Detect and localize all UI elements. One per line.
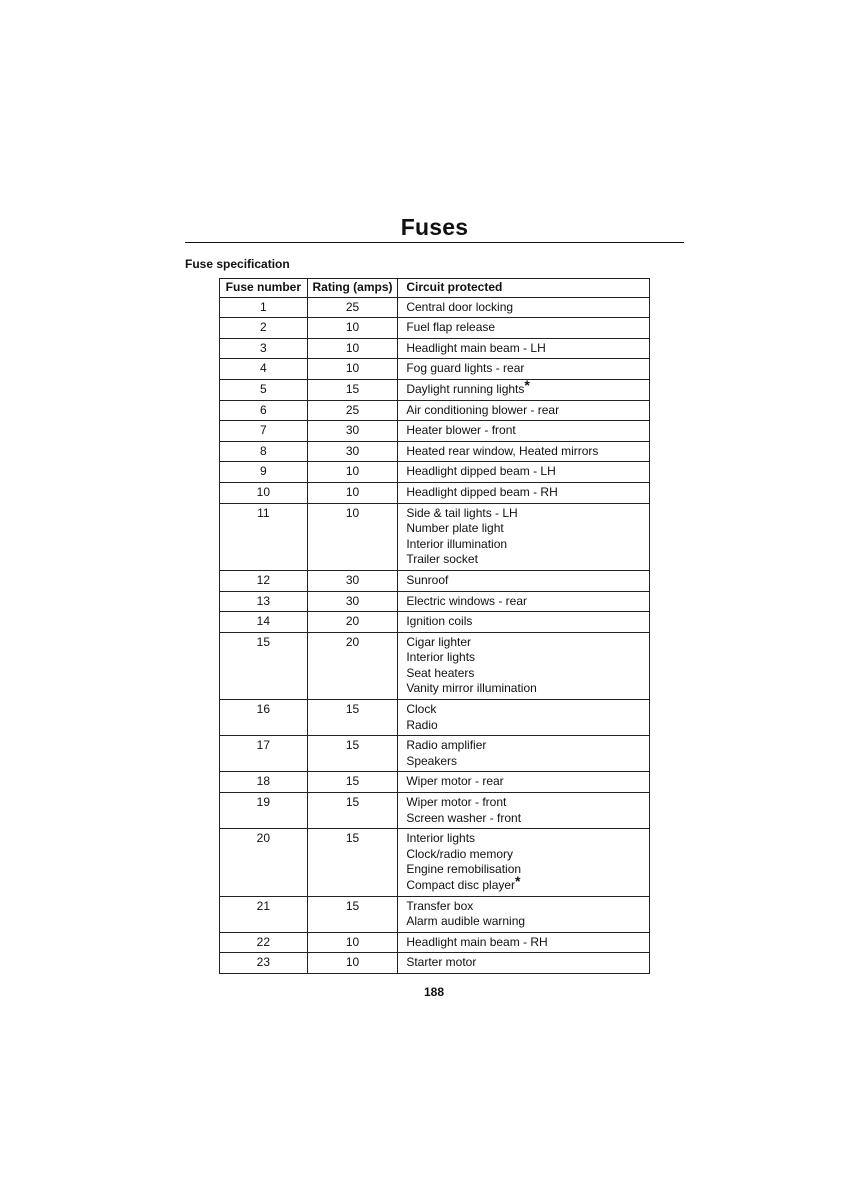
circuit-cell	[398, 772, 650, 793]
table-row	[220, 570, 650, 591]
table-row	[220, 482, 650, 503]
circuit-line	[406, 955, 649, 971]
column-header-circuit: Circuit protected	[398, 279, 650, 298]
circuit-line	[406, 361, 649, 377]
fuse-number-cell: 21	[220, 896, 308, 932]
column-header-fuse-number: Fuse number	[220, 279, 308, 298]
fuse-number-cell: 23	[220, 953, 308, 974]
rating-cell: 15	[307, 793, 398, 829]
circuit-text: Seat heaters	[406, 665, 475, 680]
circuit-line	[406, 464, 649, 480]
fuse-number-cell: 11	[220, 503, 308, 570]
circuit-line	[406, 811, 649, 827]
table-row	[220, 700, 650, 736]
table-row	[220, 338, 650, 359]
fuse-number-cell: 13	[220, 591, 308, 612]
circuit-cell	[398, 421, 650, 442]
fuse-number-cell: 14	[220, 612, 308, 633]
page-title: Fuses	[400, 214, 469, 240]
circuit-line	[406, 552, 649, 568]
table-row	[220, 400, 650, 421]
table-header-row	[220, 279, 650, 298]
table-row	[220, 953, 650, 974]
rating-cell: 25	[307, 400, 398, 421]
circuit-cell	[398, 570, 650, 591]
fuse-number-cell: 2	[220, 318, 308, 339]
circuit-line	[406, 795, 649, 811]
rating-cell: 10	[307, 462, 398, 483]
circuit-text: Daylight running lights	[406, 381, 525, 396]
circuit-text: Fuel flap release	[406, 320, 496, 335]
rating-cell: 20	[307, 612, 398, 633]
table-row	[220, 772, 650, 793]
circuit-text: Clock/radio memory	[406, 846, 514, 861]
circuit-text: Heated rear window, Heated mirrors	[406, 443, 599, 458]
fuse-number-cell: 15	[220, 632, 308, 699]
rating-cell: 15	[307, 736, 398, 772]
circuit-text: Interior lights	[406, 650, 476, 665]
circuit-text: Number plate light	[406, 521, 504, 536]
footnote-asterisk: *	[515, 873, 521, 889]
circuit-line	[406, 320, 649, 336]
circuit-text: Side & tail lights - LH	[406, 505, 518, 520]
table-row	[220, 421, 650, 442]
circuit-line	[406, 738, 649, 754]
circuit-line	[406, 376, 649, 398]
circuit-line	[406, 635, 649, 651]
fuse-number-cell: 19	[220, 793, 308, 829]
fuse-number-cell: 5	[220, 379, 308, 400]
circuit-text: Fog guard lights - rear	[406, 361, 525, 376]
circuit-line	[406, 423, 649, 439]
rating-cell: 10	[307, 359, 398, 380]
table-row	[220, 503, 650, 570]
table-row	[220, 736, 650, 772]
circuit-line	[406, 681, 649, 697]
circuit-text: Headlight main beam - LH	[406, 340, 546, 355]
circuit-line	[406, 650, 649, 666]
circuit-text: Alarm audible warning	[406, 914, 526, 929]
fuse-number-cell: 12	[220, 570, 308, 591]
circuit-cell	[398, 503, 650, 570]
fuse-number-cell: 22	[220, 932, 308, 953]
circuit-text: Vanity mirror illumination	[406, 681, 537, 696]
circuit-cell	[398, 829, 650, 896]
table-row	[220, 441, 650, 462]
circuit-cell	[398, 338, 650, 359]
circuit-text: Speakers	[406, 753, 458, 768]
circuit-line	[406, 573, 649, 589]
title-divider	[185, 242, 684, 243]
table-row	[220, 462, 650, 483]
circuit-line	[406, 444, 649, 460]
fuse-number-cell: 6	[220, 400, 308, 421]
circuit-text: Cigar lighter	[406, 634, 472, 649]
table-row	[220, 359, 650, 380]
circuit-text: Clock	[406, 702, 437, 717]
table-body	[220, 297, 650, 973]
circuit-cell	[398, 632, 650, 699]
fuse-number-cell: 20	[220, 829, 308, 896]
circuit-text: Screen washer - front	[406, 810, 522, 825]
table-row	[220, 379, 650, 400]
circuit-cell	[398, 591, 650, 612]
circuit-cell	[398, 441, 650, 462]
circuit-line	[406, 403, 649, 419]
circuit-line	[406, 537, 649, 553]
fuse-number-cell: 8	[220, 441, 308, 462]
rating-cell: 10	[307, 503, 398, 570]
circuit-cell	[398, 318, 650, 339]
circuit-line	[406, 873, 649, 894]
circuit-text: Wiper motor - front	[406, 795, 507, 810]
table-row	[220, 896, 650, 932]
table-row	[220, 318, 650, 339]
circuit-line	[406, 914, 649, 930]
circuit-line	[406, 718, 649, 734]
table-row	[220, 829, 650, 896]
circuit-cell	[398, 612, 650, 633]
circuit-line	[406, 862, 649, 878]
circuit-text: Headlight dipped beam - RH	[406, 484, 558, 499]
table-row	[220, 612, 650, 633]
circuit-line	[406, 847, 649, 863]
rating-cell: 25	[307, 297, 398, 318]
fuse-number-cell: 10	[220, 482, 308, 503]
column-header-rating: Rating (amps)	[307, 279, 398, 298]
circuit-text: Starter motor	[406, 955, 477, 970]
rating-cell: 10	[307, 338, 398, 359]
rating-cell: 30	[307, 570, 398, 591]
table-row	[220, 932, 650, 953]
rating-cell: 15	[307, 700, 398, 736]
circuit-line	[406, 831, 649, 847]
circuit-cell	[398, 482, 650, 503]
rating-cell: 30	[307, 421, 398, 442]
circuit-text: Wiper motor - rear	[406, 774, 504, 789]
circuit-text: Radio	[406, 717, 438, 732]
circuit-line	[406, 666, 649, 682]
circuit-line	[406, 774, 649, 790]
circuit-line	[406, 506, 649, 522]
rating-cell: 15	[307, 829, 398, 896]
table-row	[220, 793, 650, 829]
circuit-text: Electric windows - rear	[406, 593, 528, 608]
circuit-text: Transfer box	[406, 898, 474, 913]
circuit-text: Interior illumination	[406, 536, 508, 551]
circuit-line	[406, 935, 649, 951]
circuit-text: Trailer socket	[406, 552, 478, 567]
rating-cell: 15	[307, 772, 398, 793]
fuse-number-cell: 17	[220, 736, 308, 772]
fuse-number-cell: 4	[220, 359, 308, 380]
rating-cell: 15	[307, 896, 398, 932]
fuse-number-cell: 9	[220, 462, 308, 483]
circuit-cell	[398, 376, 650, 400]
rating-cell: 20	[307, 632, 398, 699]
circuit-line	[406, 594, 649, 610]
circuit-cell	[398, 896, 650, 932]
circuit-cell	[398, 462, 650, 483]
rating-cell: 10	[307, 953, 398, 974]
circuit-text: Air conditioning blower - rear	[406, 402, 560, 417]
section-heading: Fuse specification	[185, 257, 290, 271]
circuit-cell	[398, 793, 650, 829]
circuit-text: Radio amplifier	[406, 738, 487, 753]
fuse-number-cell: 3	[220, 338, 308, 359]
circuit-line	[406, 341, 649, 357]
circuit-text: Engine remobilisation	[406, 862, 522, 877]
rating-cell: 30	[307, 441, 398, 462]
rating-cell: 15	[307, 379, 398, 400]
circuit-text: Heater blower - front	[406, 423, 516, 438]
rating-cell: 10	[307, 318, 398, 339]
circuit-line	[406, 614, 649, 630]
circuit-cell	[398, 736, 650, 772]
circuit-cell	[398, 400, 650, 421]
circuit-text: Sunroof	[406, 572, 449, 587]
circuit-text: Headlight main beam - RH	[406, 934, 548, 949]
fuse-number-cell: 7	[220, 421, 308, 442]
circuit-cell	[398, 700, 650, 736]
table-row	[220, 591, 650, 612]
circuit-line	[406, 754, 649, 770]
circuit-line	[406, 485, 649, 501]
circuit-text: Headlight dipped beam - LH	[406, 464, 556, 479]
circuit-text: Compact disc player	[406, 878, 516, 892]
fuse-number-cell: 16	[220, 700, 308, 736]
footnote-asterisk: *	[524, 376, 530, 393]
page-number: 188	[423, 985, 445, 999]
circuit-text: Ignition coils	[406, 614, 473, 629]
table-row	[220, 632, 650, 699]
fuse-number-cell: 18	[220, 772, 308, 793]
table-row	[220, 297, 650, 318]
circuit-line	[406, 899, 649, 915]
circuit-cell	[398, 953, 650, 974]
circuit-line	[406, 300, 649, 316]
circuit-text: Central door locking	[406, 299, 514, 314]
rating-cell: 10	[307, 482, 398, 503]
rating-cell: 10	[307, 932, 398, 953]
fuse-specification-table	[219, 278, 650, 974]
circuit-line	[406, 521, 649, 537]
fuse-number-cell: 1	[220, 297, 308, 318]
circuit-line	[406, 702, 649, 718]
circuit-text: Interior lights	[406, 831, 476, 846]
rating-cell: 30	[307, 591, 398, 612]
circuit-cell	[398, 297, 650, 318]
circuit-cell	[398, 932, 650, 953]
